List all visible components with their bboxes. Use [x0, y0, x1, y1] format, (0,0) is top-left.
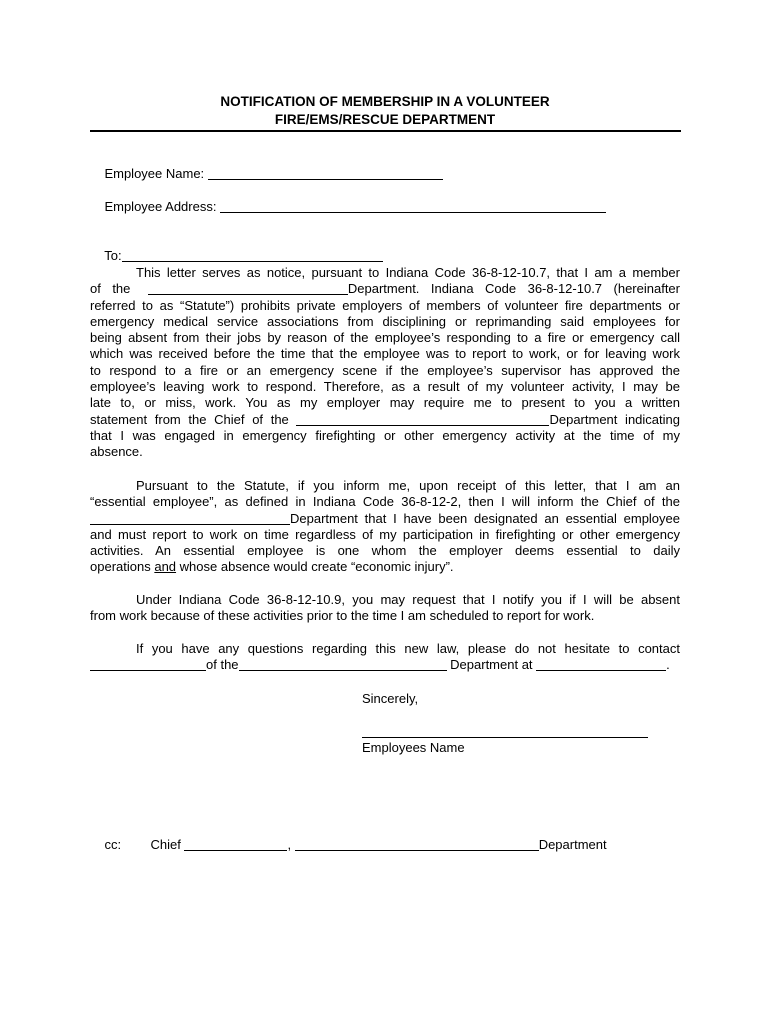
chief-department-blank[interactable]	[296, 412, 549, 426]
p1-line: that I was engaged in emergency firefighting or other emergency activity at the time of my	[90, 427, 680, 443]
employee-address-row	[90, 183, 606, 231]
p2-line	[90, 559, 680, 575]
p1-line: absence.	[90, 444, 143, 460]
p4-text: of the	[206, 657, 239, 673]
cc-comma: ,	[287, 837, 292, 852]
p3-line: Under Indiana Code 36-8-12-10.9, you may request that I notify you if I will be absent	[136, 592, 680, 607]
employee-name-blank[interactable]	[208, 166, 443, 180]
contact-phone-blank[interactable]	[536, 657, 666, 671]
cc-label: cc:	[104, 837, 122, 852]
closing-employees-name: Employees Name	[362, 740, 465, 755]
p2-line: and must report to work on time regardless of my participation in firefighting or other emergency	[90, 526, 680, 542]
p2-text: Department that I have been designated an essential employee	[290, 510, 680, 526]
p4-text: .	[666, 657, 670, 673]
cc-chief-row	[136, 821, 607, 869]
employee-address-label: Employee Address:	[104, 199, 217, 214]
p1-line	[90, 412, 680, 428]
p4-line	[90, 657, 680, 673]
paragraph-notice	[90, 265, 680, 461]
p2-text: whose absence would create “economic injury”.	[179, 559, 454, 575]
p4-line: If you have any questions regarding this new law, please do not hesitate to contact	[136, 641, 680, 656]
signature-line[interactable]	[362, 737, 648, 738]
p1-line	[90, 281, 680, 297]
p1-line: to respond to a fire or an emergency scene if the employee’s supervisor has approved the	[90, 362, 680, 378]
p1-text: Department indicating	[549, 411, 680, 427]
p1-line: referred to as “Statute”) prohibits private employers of members of volunteer fire departments or	[90, 297, 680, 313]
p1-text: Department. Indiana Code 36-8-12-10.7 (hereinafter	[347, 281, 680, 297]
employee-name-label: Employee Name:	[104, 166, 205, 181]
p2-underlined-text: and	[154, 559, 177, 575]
document-title-line-2: FIRE/EMS/RESCUE DEPARTMENT	[274, 112, 496, 127]
cc-department-label: Department	[538, 837, 607, 852]
department-blank-2[interactable]	[90, 511, 290, 525]
document-title-line-1: NOTIFICATION OF MEMBERSHIP IN A VOLUNTEER	[220, 94, 550, 109]
p2-text: operations	[90, 559, 151, 575]
p2-line: Pursuant to the Statute, if you inform me, upon receipt of this letter, that I am an	[136, 478, 680, 493]
to-blank[interactable]	[122, 248, 383, 262]
paragraph-contact	[90, 641, 680, 674]
p1-line: employee’s leaving work to respond. Therefore, as a result of my volunteer activity, I may be	[90, 379, 680, 395]
to-label: To:	[104, 248, 122, 263]
title-rule	[90, 130, 681, 132]
department-blank-1[interactable]	[148, 281, 348, 295]
p3-line: from work because of these activities prior to the time I am scheduled to report for work.	[90, 608, 595, 624]
contact-department-blank[interactable]	[239, 657, 447, 671]
cc-chief-label: Chief	[150, 837, 181, 852]
paragraph-essential-employee	[90, 478, 680, 576]
p1-line: being absent from their jobs by reason of the employee’s responding to a fire or emergency call	[90, 330, 680, 346]
paragraph-notify-request	[90, 592, 680, 625]
p2-line: activities. An essential employee is one whom the employer deems essential to daily	[90, 543, 680, 559]
p1-line: which was received before the time that the employee was to report to work, or for leaving work	[90, 346, 680, 362]
employee-address-blank[interactable]	[220, 199, 606, 213]
p1-line: emergency medical service associations from disciplining or reprimanding said employees for	[90, 313, 680, 329]
cc-chief-name-blank[interactable]	[184, 837, 287, 851]
p4-text: Department at	[450, 657, 533, 673]
p1-line: This letter serves as notice, pursuant to Indiana Code 36-8-12-10.7, that I am a member	[136, 265, 680, 280]
p1-line: late to, or miss, work. You as my employer may require me to present to you a written	[90, 395, 680, 411]
cc-row	[90, 821, 121, 869]
p2-line	[90, 511, 680, 527]
p1-text: statement from the Chief of the	[90, 411, 289, 427]
closing-sincerely: Sincerely,	[362, 691, 419, 706]
p2-line: “essential employee”, as defined in Indiana Code 36-8-12-2, then I will inform the Chief of the	[90, 494, 680, 510]
p1-text: of the	[90, 281, 131, 297]
cc-department-blank[interactable]	[295, 837, 539, 851]
contact-name-blank[interactable]	[90, 657, 206, 671]
